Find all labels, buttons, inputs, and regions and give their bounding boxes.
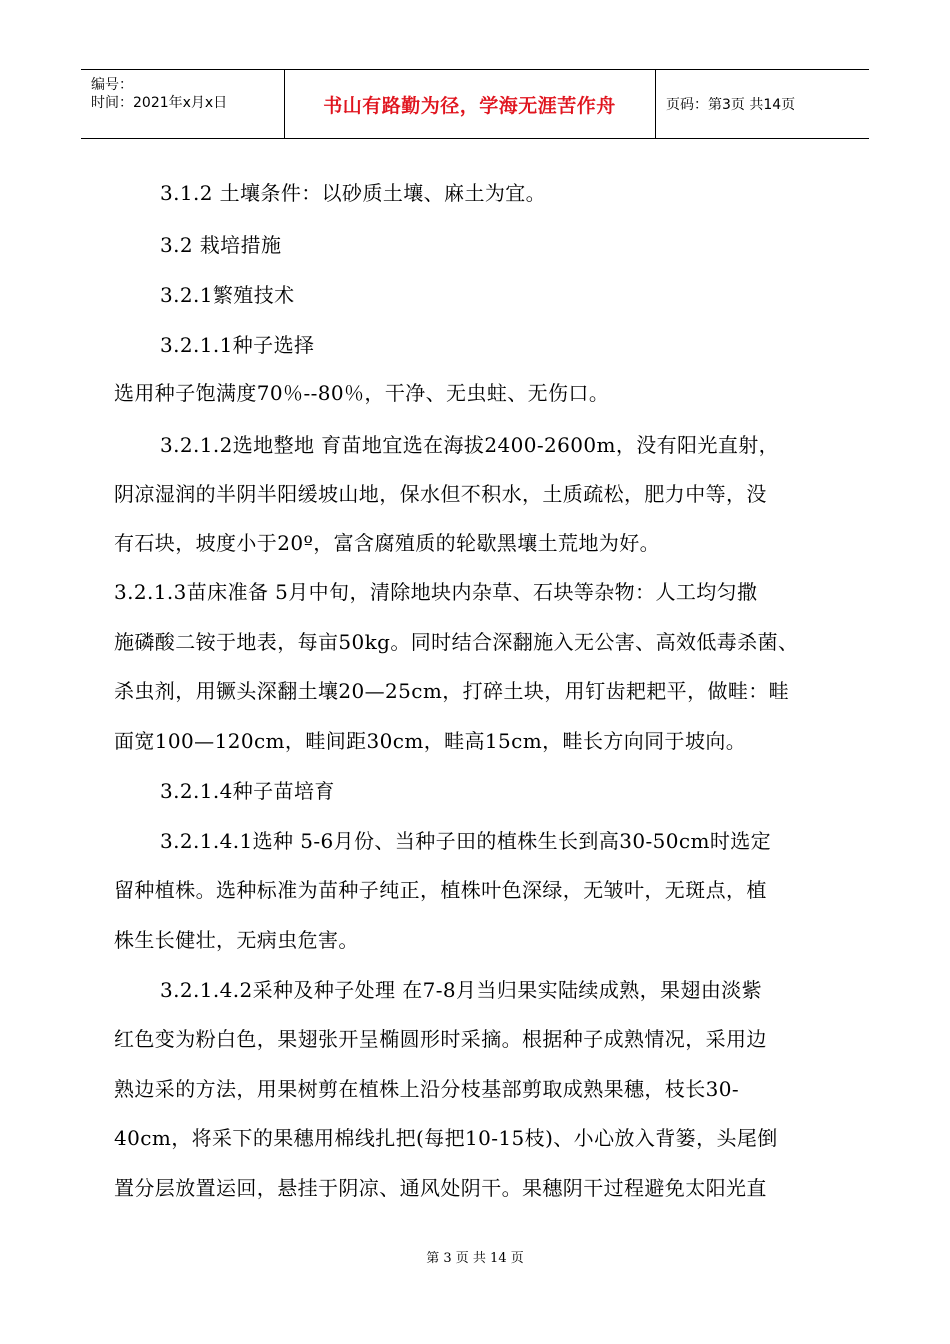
document-date-label: 时间：2021年x月x日: [91, 95, 228, 111]
body-line: 株生长健壮，无病虫危害。: [114, 928, 359, 952]
body-line: 面宽100—120cm，畦间距30cm，畦高15cm，畦长方向同于坡向。: [114, 729, 747, 753]
header-page-info: 页码：第3页 共14页: [666, 97, 796, 113]
body-line: 留种植株。选种标准为苗种子纯正，植株叶色深绿，无皱叶，无斑点，植: [114, 878, 767, 902]
body-line: 3.2.1.1种子选择: [160, 333, 315, 357]
body-line: 熟边采的方法，用果树剪在植株上沿分枝基部剪取成熟果穗，枝长30-: [114, 1077, 740, 1101]
header-meta-cell: [81, 70, 285, 138]
page-footer: 第 3 页 共 14 页: [426, 1251, 524, 1266]
body-line: 杀虫剂，用镢头深翻土壤20—25cm，打碎土块，用钉齿耙耙平，做畦：畦: [114, 679, 790, 703]
body-line: 选用种子饱满度70％--80％，干净、无虫蛀、无伤口。: [114, 381, 610, 405]
document-number-label: 编号：: [91, 77, 133, 93]
body-line: 有石块，坡度小于20º，富含腐殖质的轮歇黑壤土荒地为好。: [114, 531, 661, 555]
body-line: 阴凉湿润的半阴半阳缓坡山地，保水但不积水，土质疏松，肥力中等，没: [114, 482, 767, 506]
body-line: 3.1.2 土壤条件：以砂质土壤、麻土为宜。: [160, 181, 547, 205]
body-line: 施磷酸二铵于地表，每亩50kg。同时结合深翻施入无公害、高效低毒杀菌、: [114, 630, 799, 654]
body-line: 置分层放置运回，悬挂于阴凉、通风处阴干。果穗阴干过程避免太阳光直: [114, 1176, 767, 1200]
page-header: [81, 69, 869, 139]
body-line: 3.2.1.4.1选种 5-6月份、当种子田的植株生长到高30-50cm时选定: [160, 829, 772, 853]
body-line: 3.2.1.4.2采种及种子处理 在7-8月当归果实陆续成熟，果翅由淡紫: [160, 978, 763, 1002]
body-line: 40cm，将采下的果穗用棉线扎把(每把10-15枝)、小心放入背篓，头尾倒: [114, 1126, 778, 1150]
body-line: 3.2.1.2选地整地 育苗地宜选在海拔2400-2600m，没有阳光直射，: [160, 433, 780, 457]
body-line: 3.2 栽培措施: [160, 233, 282, 257]
body-line: 3.2.1繁殖技术: [160, 283, 295, 307]
body-line: 红色变为粉白色，果翅张开呈椭圆形时采摘。根据种子成熟情况，采用边: [114, 1027, 767, 1051]
header-motto: 书山有路勤为径，学海无涯苦作舟: [284, 70, 656, 138]
body-line: 3.2.1.3苗床准备 5月中旬，清除地块内杂草、石块等杂物：人工均匀撒: [114, 580, 758, 604]
body-line: 3.2.1.4种子苗培育: [160, 779, 335, 803]
